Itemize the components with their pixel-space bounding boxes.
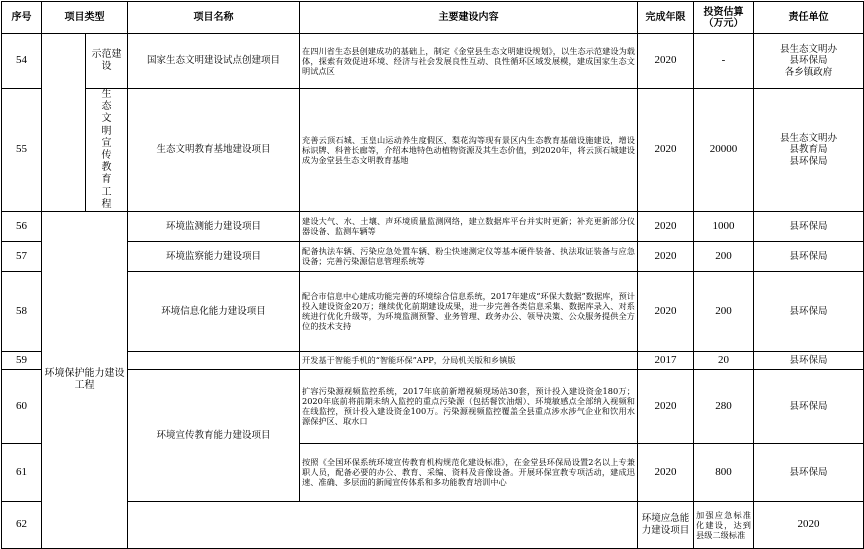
row-seq: 62 (2, 501, 42, 548)
project-name (128, 351, 300, 369)
project-invest: 20 (694, 351, 754, 369)
project-year: 2020 (638, 271, 694, 351)
row-seq: 55 (2, 89, 42, 212)
project-year: 2020 (638, 241, 694, 271)
project-invest: 200 (694, 241, 754, 271)
type-blank-cell (42, 34, 86, 212)
project-year: 2020 (638, 369, 694, 443)
row-seq: 58 (2, 271, 42, 351)
project-name: 环境宣传教育能力建设项目 (128, 369, 300, 501)
project-invest: 1000 (694, 211, 754, 241)
type-blank-cell (128, 501, 638, 548)
project-unit: 县生态文明办 县教育局 县环保局 (754, 89, 864, 212)
project-unit: 县环保局 (754, 271, 864, 351)
sub-type: 生态文明宣传教育工程 (86, 89, 128, 212)
table-row (2, 211, 864, 241)
project-content: 建设大气、水、土壤、声环境质量监测网络，建立数据库平台并实时更新；补充更新部分仪器设备、监测车辆等 (300, 211, 638, 241)
row-seq: 60 (2, 369, 42, 443)
project-year: 2020 (754, 501, 864, 548)
project-unit: 县生态文明办 县环保局 各乡镇政府 (754, 34, 864, 89)
project-content: 按照《全国环保系统环境宣传教育机构规范化建设标准》，在金堂县环保局设置2名以上专兼职人员，配备必要的办公、教育、采编、资料及音像设备。开展环保宣教专项活动，建成迅速、准确、多层面的新闻宣传体系和多功能教育培训中心 (300, 443, 638, 501)
header-name: 项目名称 (128, 2, 300, 34)
row-seq: 59 (2, 351, 42, 369)
project-content: 扩容污染源视频监控系统，2017年底前新增视频现场站30套，预计投入建设资金180万；2020年底前将前期未纳入监控的重点污染源（包括餐饮油烟）、环境敏感点全部纳入视频和在线监控，预计投入建设资金100万。污染源视频监控覆盖全县重点涉水涉气企业和饮用水源保护区、取水口 (300, 369, 638, 443)
project-content: 充善云顶石城、玉皇山运动养生度假区、梨花沟等现有景区内生态教育基础设施建设，增设标识牌、科普长廊等，介绍本地特色动植物资源及其生态价值，到2020年，将云顶石城建设成为金堂县生态文明教育基地 (300, 89, 638, 212)
header-invest: 投资估算（万元） (694, 2, 754, 34)
row-seq: 54 (2, 34, 42, 89)
project-table (1, 1, 864, 549)
table-row (2, 89, 864, 212)
header-seq: 序号 (2, 2, 42, 34)
project-name: 环境监察能力建设项目 (128, 241, 300, 271)
header-row (2, 2, 864, 34)
table-row (2, 34, 864, 89)
project-name: 生态文明教育基地建设项目 (128, 89, 300, 212)
row-seq: 57 (2, 241, 42, 271)
header-type: 项目类型 (42, 2, 128, 34)
project-content: 加强应急标准化建设，达到县级二级标准 (694, 501, 754, 548)
project-year: 2020 (638, 211, 694, 241)
project-year: 2020 (638, 443, 694, 501)
project-unit: 县环保局 (754, 351, 864, 369)
project-invest: 800 (694, 443, 754, 501)
header-year: 完成年限 (638, 2, 694, 34)
project-name: 环境应急能力建设项目 (638, 501, 694, 548)
table-row (2, 501, 864, 548)
project-content: 在四川省生态县创建成功的基础上，制定《金堂县生态文明建设规划》，以生态示范建设为载体，探索有效促进环境、经济与社会发展良性互动、良性循环区域发展模，建成国家生态文明试点区 (300, 34, 638, 89)
project-content: 开发基于智能手机的“智能环保”APP，分局机关版和乡镇版 (300, 351, 638, 369)
project-invest: 200 (694, 271, 754, 351)
table-row (2, 271, 864, 351)
header-content: 主要建设内容 (300, 2, 638, 34)
header-unit: 责任单位 (754, 2, 864, 34)
project-unit: 县环保局 (754, 211, 864, 241)
project-name: 环境信息化能力建设项目 (128, 271, 300, 351)
project-content: 配合市信息中心建成功能完善的环境综合信息系统，2017年建成“环保大数据”数据库，预计投入建设资金20万；继续优化前期建设成果，进一步完善各类信息采集、数据库录入、对系统进行优化升级等，为环境监测预警、业务管理、政务办公、领导决策、公众服务提供全方位的技术支持 (300, 271, 638, 351)
table-row (2, 351, 864, 369)
project-content: 配备执法车辆、污染应急处置车辆、粉尘快速测定仪等基本硬件装备、执法取证装备与应急设备；完善污染源信息管理系统等 (300, 241, 638, 271)
table-row (2, 369, 864, 443)
project-category: 环境保护能力建设工程 (42, 211, 128, 548)
table-row (2, 241, 864, 271)
project-name: 环境监测能力建设项目 (128, 211, 300, 241)
project-year: 2020 (638, 34, 694, 89)
project-invest: - (694, 34, 754, 89)
sub-type: 示范建设 (86, 34, 128, 89)
project-unit: 县环保局 (754, 369, 864, 443)
project-invest: 20000 (694, 89, 754, 212)
project-year: 2017 (638, 351, 694, 369)
project-invest: 280 (694, 369, 754, 443)
row-seq: 56 (2, 211, 42, 241)
project-unit: 县环保局 (754, 443, 864, 501)
project-unit: 县环保局 (754, 241, 864, 271)
row-seq: 61 (2, 443, 42, 501)
project-year: 2020 (638, 89, 694, 212)
project-name: 国家生态文明建设试点创建项目 (128, 34, 300, 89)
